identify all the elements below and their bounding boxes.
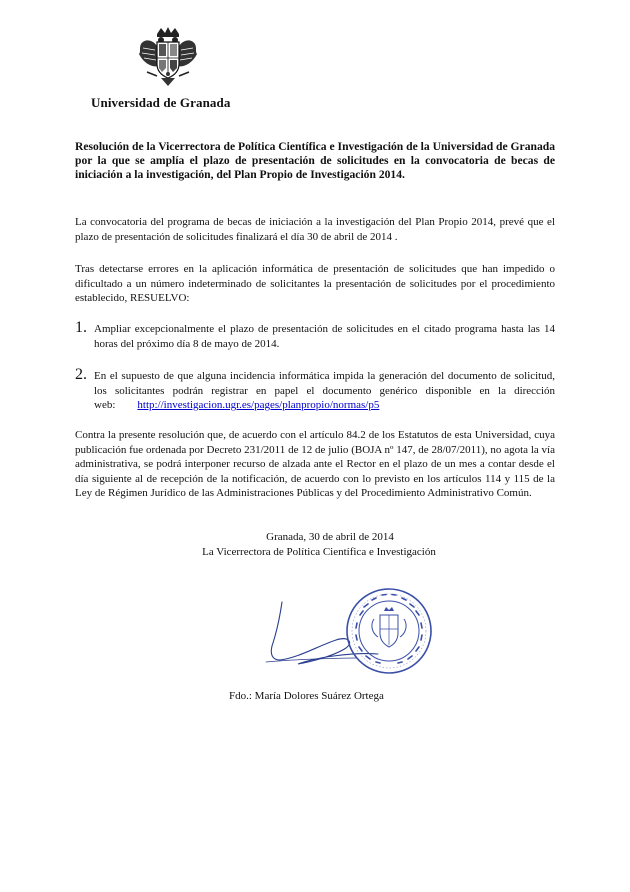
list-item-number: 2. xyxy=(75,366,87,383)
signer-title: La Vicerrectora de Política Científica e Investigación xyxy=(202,546,436,558)
list-item-number: 1. xyxy=(75,319,87,336)
university-name: Universidad de Granada xyxy=(91,95,231,110)
paragraph-resolution: Tras detectarse errores en la aplicación informática de presentación de solicitudes que han impedido o dificultado a un número indeterminado de solicitantes la presentación de solicitudes por el procedimiento establecido, RESUELVO: xyxy=(75,263,555,304)
official-seal-icon xyxy=(344,585,434,677)
paragraph-appeal: Contra la presente resolución que, de acuerdo con el artículo 84.2 de los Estatutos de esta Universidad, cuya publicación fue ordenada por Decreto 231/2011 de 12 de julio (BOJA nº 147, de 28/07/2011), no agota la vía administrativa, se podrá interponer recurso de alzada ante el Rector en el plazo de un mes a contar desde el día siguiente al de recepción de la notificación, de acuerdo con lo previsto en los artículos 114 y 115 de la Ley de Régimen Jurídico de las Administraciones Públicas y del Procedimiento Administrativo Común. xyxy=(75,429,555,499)
form-download-link[interactable]: http://investigacion.ugr.es/pages/planpropio/normas/p5 xyxy=(137,399,380,411)
paragraph-intro: La convocatoria del programa de becas de iniciación a la investigación del Plan Propio 2014, prevé que el plazo de presentación de solicitudes finalizará el día 30 de abril de 2014 . xyxy=(75,216,555,243)
list-item-text: Ampliar excepcionalmente el plazo de presentación de solicitudes en el citado programa hasta las 14 horas del próximo día 8 de mayo de 2014. xyxy=(94,323,555,350)
list-item-text xyxy=(94,369,555,413)
university-crest-icon xyxy=(133,26,203,92)
document-title: Resolución de la Vicerrectora de Política Científica e Investigación de la Universidad de Granada por la que se amplía el plazo de presentación de solicitudes en la convocatoria de becas de iniciación a la investigación, del Plan Propio de Investigación 2014. xyxy=(75,140,555,181)
place-date: Granada, 30 de abril de 2014 xyxy=(266,531,394,543)
signed-by: Fdo.: María Dolores Suárez Ortega xyxy=(229,690,384,702)
list-item-body: En el supuesto de que alguna incidencia informática impida la generación del documento de solicitud, los solicitantes podrán registrar en papel el documento genérico disponible en la dirección web: xyxy=(94,370,555,411)
